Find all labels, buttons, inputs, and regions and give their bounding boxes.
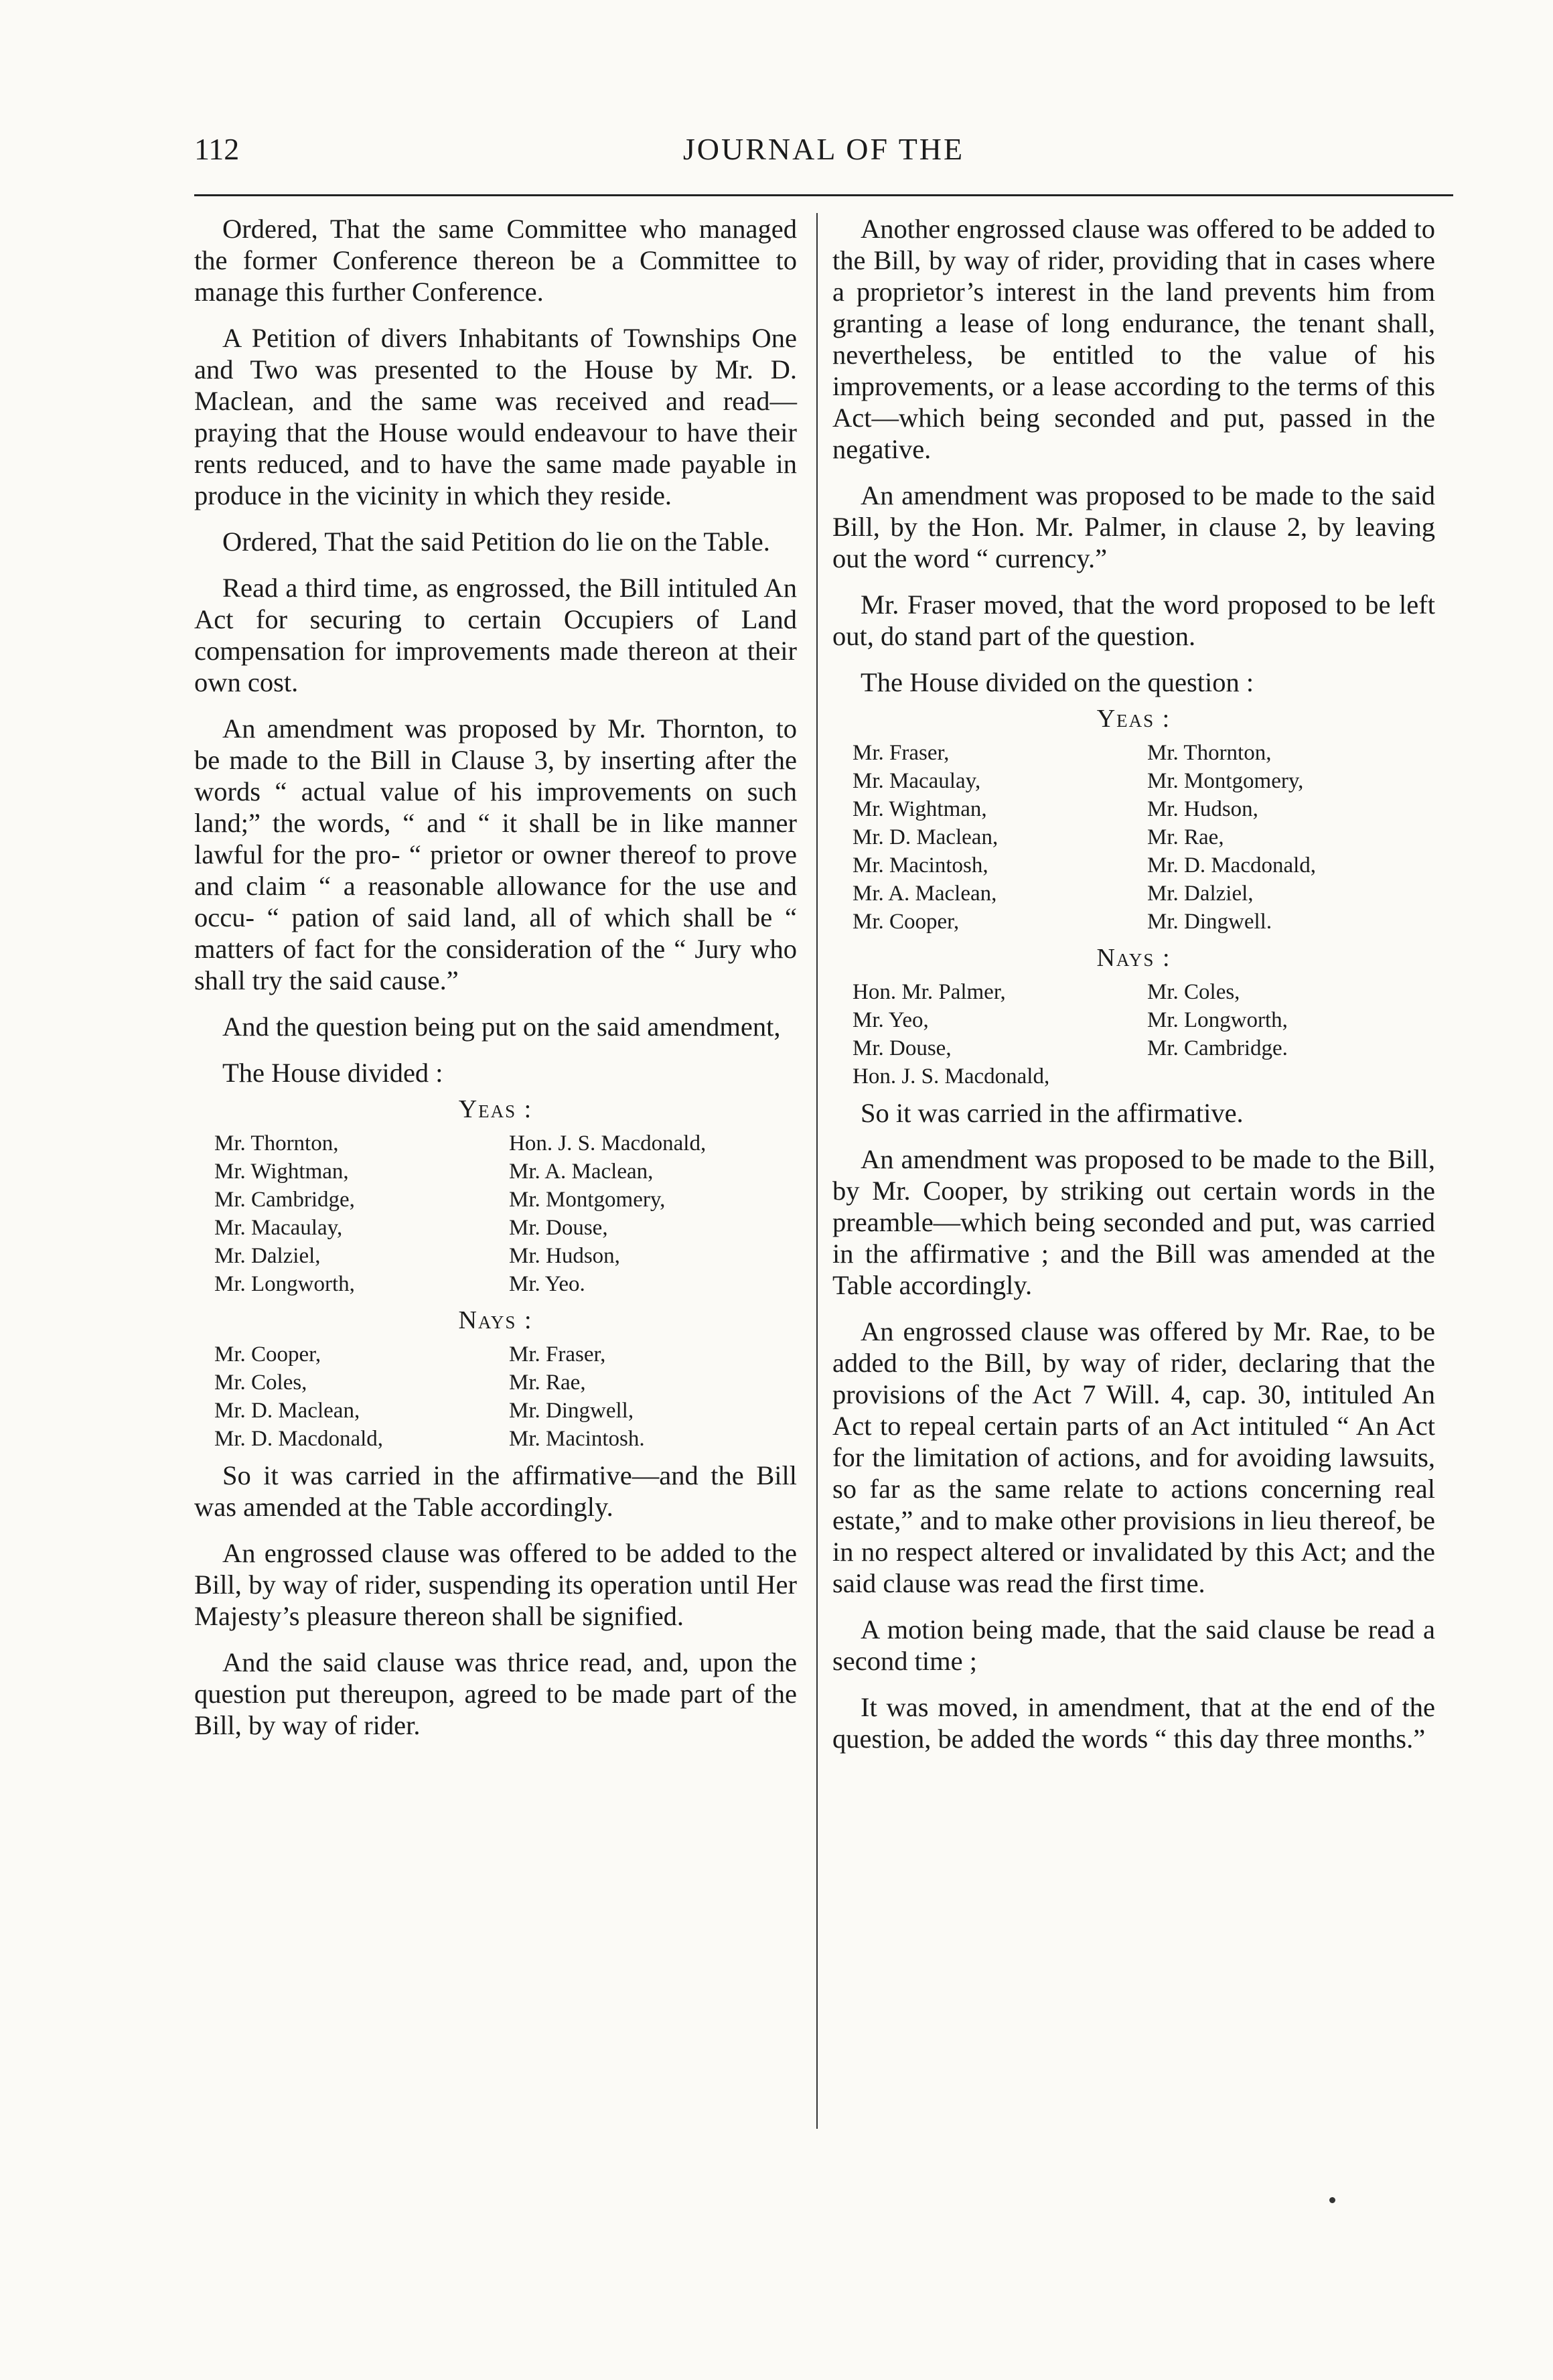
member-name: Mr. Macintosh. bbox=[509, 1427, 645, 1451]
member-name: Hon. Mr. Palmer, bbox=[853, 980, 1006, 1004]
page-number: 112 bbox=[194, 132, 240, 166]
yeas-heading: Yeas : bbox=[458, 1095, 533, 1123]
ink-dot bbox=[1329, 2197, 1335, 2203]
member-name: Mr. Macintosh, bbox=[853, 853, 988, 878]
nays-list bbox=[832, 978, 1435, 1091]
member-name: Mr. Fraser, bbox=[853, 741, 950, 765]
division-intro: The House divided on the question : bbox=[861, 667, 1254, 697]
member-name: Mr. Yeo. bbox=[509, 1272, 585, 1296]
member-name: Mr. D. Maclean, bbox=[853, 825, 999, 849]
left-column bbox=[194, 213, 797, 1756]
paragraph: A motion being made, that the said clause be read a second time ; bbox=[832, 1614, 1435, 1676]
member-name: Mr. Fraser, bbox=[509, 1342, 606, 1367]
member-name: Mr. Cooper, bbox=[214, 1342, 321, 1367]
column-divider bbox=[816, 213, 818, 2129]
paragraph: An engrossed clause was offered by Mr. Rae, to be added to the Bill, by way of rider, declaring that the provisions of the Act 7 Will. 4, cap. 30, intituled An Act to repeal certain parts of an Act intituled “ An Act for the limitation of actions, and for avoiding lawsuits, so far as the same relate to actions concerning real estate,” and to make other provisions in lieu thereof, be in no respect altered or invalidated by this Act; and the said clause was read the first time. bbox=[832, 1316, 1435, 1598]
member-name: Mr. Dalziel, bbox=[214, 1244, 321, 1268]
paragraph: It was moved, in amendment, that at the end of the question, be added the words “ this day three months.” bbox=[832, 1692, 1435, 1754]
member-name: Mr. Rae, bbox=[509, 1371, 586, 1395]
nays-heading: Nays : bbox=[458, 1306, 533, 1334]
paragraph: So it was carried in the affirmative. bbox=[861, 1098, 1244, 1128]
member-name: Mr. Dingwell. bbox=[1147, 910, 1272, 934]
member-name: Mr. Wightman, bbox=[853, 797, 987, 821]
page-header bbox=[194, 131, 1453, 178]
member-name: Mr. D. Macdonald, bbox=[1147, 853, 1317, 878]
member-name: Mr. Rae, bbox=[1147, 825, 1224, 849]
division-intro: The House divided : bbox=[222, 1058, 443, 1088]
member-name: Hon. J. S. Macdonald, bbox=[509, 1131, 707, 1156]
member-name: Mr. D. Maclean, bbox=[214, 1399, 360, 1423]
member-name: Mr. Longworth, bbox=[1147, 1008, 1288, 1032]
header-rule bbox=[194, 194, 1453, 196]
member-name: Mr. Hudson, bbox=[1147, 797, 1258, 821]
paragraph: An amendment was proposed to be made to the Bill, by Mr. Cooper, by striking out certain words in the preamble—which being seconded and put, was carried in the affirmative ; and the Bill was amended at the Table accordingly. bbox=[832, 1144, 1435, 1300]
yeas-list bbox=[194, 1129, 797, 1298]
member-name: Mr. Cooper, bbox=[853, 910, 960, 934]
member-name: Mr. Thornton, bbox=[1147, 741, 1272, 765]
paragraph: And the said clause was thrice read, and, upon the question put thereupon, agreed to be made part of the Bill, by way of rider. bbox=[194, 1647, 797, 1740]
member-name: Mr. D. Macdonald, bbox=[214, 1427, 384, 1451]
running-head: JOURNAL OF THE bbox=[682, 132, 965, 166]
paragraph: An amendment was proposed to be made to the said Bill, by the Hon. Mr. Palmer, in clause 2, by leaving out the word “ currency.” bbox=[832, 480, 1435, 573]
yeas-heading: Yeas : bbox=[1096, 705, 1171, 733]
member-name: Mr. Montgomery, bbox=[509, 1188, 666, 1212]
paragraph: Mr. Fraser moved, that the word proposed to be left out, do stand part of the question. bbox=[832, 589, 1435, 651]
paragraph: Another engrossed clause was offered to be added to the Bill, by way of rider, providing that in cases where a proprietor’s interest in the land prevents him from granting a lease of long endurance, the tenant shall, nevertheless, be entitled to the value of his improvements, or a lease according to the terms of this Act—which being seconded and put, passed in the negative. bbox=[832, 214, 1435, 464]
member-name: Mr. Thornton, bbox=[214, 1131, 339, 1156]
paragraph: An engrossed clause was offered to be added to the Bill, by way of rider, suspending its operation until Her Majesty’s pleasure thereon shall be signified. bbox=[194, 1538, 797, 1631]
member-name: Mr. A. Maclean, bbox=[853, 882, 997, 906]
member-name: Mr. Douse, bbox=[509, 1216, 608, 1240]
member-name: Mr. Dingwell, bbox=[509, 1399, 634, 1423]
member-name: Mr. Dalziel, bbox=[1147, 882, 1254, 906]
member-name: Mr. Wightman, bbox=[214, 1160, 349, 1184]
right-column bbox=[832, 213, 1435, 1769]
paragraph: An amendment was proposed by Mr. Thornton, to be made to the Bill in Clause 3, by inserting after the words “ actual value of his improvements on such land;” the words, “ and “ it shall be in like manner lawful for the pro- “ prietor or owner thereof to prove and claim “ a reasonable allowance for the use and occu- “ pation of said land, all of which shall be “ matters of fact for the consideration of the “ Jury who shall try the said cause.” bbox=[194, 713, 797, 995]
member-name: Mr. Cambridge, bbox=[214, 1188, 355, 1212]
paragraph: Ordered, That the said Petition do lie on the Table. bbox=[222, 527, 770, 557]
member-name: Mr. Coles, bbox=[1147, 980, 1240, 1004]
paragraph: Read a third time, as engrossed, the Bill intituled An Act for securing to certain Occupiers of Land compensation for improvements made thereon at their own cost. bbox=[194, 573, 797, 697]
paragraph: A Petition of divers Inhabitants of Townships One and Two was presented to the House by Mr. D. Maclean, and the same was received and read—praying that the House would endeavour to have their rents reduced, and to have the same made payable in produce in the vicinity in which they reside. bbox=[194, 323, 797, 510]
nays-heading: Nays : bbox=[1096, 944, 1171, 972]
member-name: Mr. Macaulay, bbox=[214, 1216, 343, 1240]
member-name: Mr. Macaulay, bbox=[853, 769, 981, 793]
paragraph: And the question being put on the said amendment, bbox=[222, 1011, 781, 1042]
member-name: Mr. Yeo, bbox=[853, 1008, 929, 1032]
paragraph: So it was carried in the affirmative—and the Bill was amended at the Table accordingly. bbox=[194, 1460, 797, 1522]
yeas-list bbox=[832, 739, 1435, 936]
member-name: Mr. Montgomery, bbox=[1147, 769, 1304, 793]
member-name: Hon. J. S. Macdonald, bbox=[853, 1064, 1050, 1089]
member-name: Mr. Longworth, bbox=[214, 1272, 355, 1296]
paragraph: Ordered, That the same Committee who managed the former Conference thereon be a Committee to manage this further Conference. bbox=[194, 214, 797, 307]
member-name: Mr. Cambridge. bbox=[1147, 1036, 1288, 1060]
nays-list bbox=[194, 1340, 797, 1453]
member-name: Mr. Hudson, bbox=[509, 1244, 620, 1268]
member-name: Mr. Douse, bbox=[853, 1036, 952, 1060]
member-name: Mr. Coles, bbox=[214, 1371, 307, 1395]
member-name: Mr. A. Maclean, bbox=[509, 1160, 654, 1184]
